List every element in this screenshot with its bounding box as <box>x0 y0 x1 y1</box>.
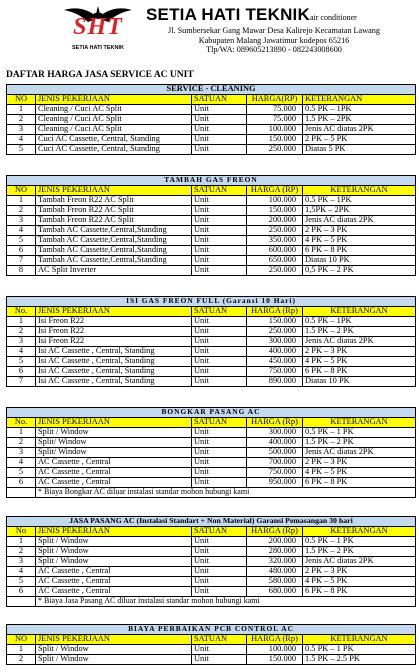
company-name <box>146 5 357 25</box>
row-no: 2 <box>7 327 36 337</box>
header-keterangan: KETERANGAN <box>303 95 416 105</box>
row-harga: 600.000 <box>247 246 303 256</box>
row-keterangan: 1,5PK – 2PK <box>303 206 416 216</box>
header-harga: HARGA (Rp) <box>247 635 303 645</box>
header-harga: HARGA (Rp) <box>247 307 303 317</box>
row-harga: 320.000 <box>247 557 303 567</box>
row-jenis: Isi Freon R22 <box>36 337 192 347</box>
table-row <box>7 448 416 458</box>
header-no: No. <box>7 307 36 317</box>
table-header <box>7 635 416 645</box>
row-satuan: Unit <box>192 468 247 478</box>
table-row <box>7 135 416 145</box>
table-row <box>7 206 416 216</box>
row-keterangan: 0.5 PK – 1 PK <box>303 537 416 547</box>
row-harga: 75.000 <box>247 115 303 125</box>
row-no: 4 <box>7 567 36 577</box>
table-row <box>7 478 416 488</box>
row-no: 6 <box>7 587 36 597</box>
row-jenis: Isi Freon R22 <box>36 327 192 337</box>
row-satuan: Unit <box>192 587 247 597</box>
section-isi-gas <box>6 296 415 387</box>
row-harga: 750.000 <box>247 468 303 478</box>
row-no: 1 <box>7 537 36 547</box>
row-harga: 100.000 <box>247 645 303 655</box>
row-no: 6 <box>7 246 36 256</box>
row-keterangan: 2 PK – 3 PK <box>303 458 416 468</box>
table-row <box>7 145 416 155</box>
logo-caption: SETIA HATI TEKNIK <box>72 45 124 51</box>
table-row <box>7 317 416 327</box>
row-no: 4 <box>7 347 36 357</box>
table-row <box>7 125 416 135</box>
row-no: 1 <box>7 428 36 438</box>
header-no: NO <box>7 95 36 105</box>
row-harga: 200.000 <box>247 216 303 226</box>
logo-text: SHT <box>73 14 123 40</box>
table-row <box>7 428 416 438</box>
row-no: 5 <box>7 577 36 587</box>
row-satuan: Unit <box>192 547 247 557</box>
row-satuan: Unit <box>192 246 247 256</box>
table-row <box>7 327 416 337</box>
row-jenis: Split / Window <box>36 547 192 557</box>
row-satuan: Unit <box>192 145 247 155</box>
row-satuan: Unit <box>192 377 247 387</box>
section-title: JASA PASANG AC (Instalasi Standart + Non Material) Garansi Pemasangan 30 hari <box>7 517 416 527</box>
row-keterangan: Jenis AC diatas 2PK <box>303 216 416 226</box>
table-row <box>7 655 416 665</box>
row-satuan: Unit <box>192 577 247 587</box>
row-jenis: Cleaning / Cuci AC Split <box>36 115 192 125</box>
row-no: 1 <box>7 196 36 206</box>
header-satuan: SATUAN <box>192 186 247 196</box>
table-note: * Biaya Bongkar AC diluar instalasi standar mohon hubungi kami <box>36 488 416 498</box>
row-keterangan: Diatas 5 PK <box>303 145 416 155</box>
row-jenis: Tambah AC Cassette,Central,Standing <box>36 236 192 246</box>
header-satuan: SATUAN <box>192 307 247 317</box>
row-harga: 250.000 <box>247 145 303 155</box>
row-no: 7 <box>7 377 36 387</box>
row-harga: 100.000 <box>247 196 303 206</box>
row-no: 1 <box>7 645 36 655</box>
row-no: 1 <box>7 105 36 115</box>
row-keterangan: 4 PK – 5 PK <box>303 577 416 587</box>
row-no: 5 <box>7 357 36 367</box>
row-keterangan: Diatas 10 PK <box>303 377 416 387</box>
row-jenis: Isi AC Cassette , Central, Standing <box>36 347 192 357</box>
header-jenis: JENIS PEKERJAAN <box>36 186 192 196</box>
bongkar-table <box>6 407 416 498</box>
section-title: SERVICE - CLEANING <box>7 85 416 95</box>
table-row <box>7 577 416 587</box>
row-satuan: Unit <box>192 438 247 448</box>
row-keterangan: 6 PK – 8 PK <box>303 246 416 256</box>
section-freon <box>6 175 415 276</box>
row-jenis: Cuci AC Cassette, Central, Standing <box>36 145 192 155</box>
row-no: 2 <box>7 206 36 216</box>
row-satuan: Unit <box>192 337 247 347</box>
table-row <box>7 226 416 236</box>
table-note: * Biaya Jasa Pasang AC diluar instalasi standar mohon hubungi kami <box>36 597 416 607</box>
row-harga: 150.000 <box>247 655 303 665</box>
row-keterangan: 2 PK – 3 PK <box>303 226 416 236</box>
row-no: 6 <box>7 367 36 377</box>
row-satuan: Unit <box>192 256 247 266</box>
row-harga: 950.000 <box>247 478 303 488</box>
table-row <box>7 377 416 387</box>
row-satuan: Unit <box>192 655 247 665</box>
row-jenis: Isi AC Cassette , Central, Standing <box>36 357 192 367</box>
table-row <box>7 337 416 347</box>
row-keterangan: 0.5 PK – 1PK <box>303 196 416 206</box>
row-no: 2 <box>7 438 36 448</box>
row-satuan: Unit <box>192 125 247 135</box>
row-satuan: Unit <box>192 478 247 488</box>
table-header <box>7 418 416 428</box>
section-bongkar <box>6 407 415 498</box>
row-keterangan: Diatas 10 PK <box>303 256 416 266</box>
row-satuan: Unit <box>192 196 247 206</box>
row-harga: 250.000 <box>247 226 303 236</box>
row-harga: 150.000 <box>247 135 303 145</box>
row-jenis: Tambah AC Cassette,Central,Standing <box>36 256 192 266</box>
row-satuan: Unit <box>192 537 247 547</box>
row-harga: 580.000 <box>247 577 303 587</box>
row-jenis: AC Cassette , Central <box>36 567 192 577</box>
header-jenis: JENIS PEKERJAAN <box>36 418 192 428</box>
row-no: 5 <box>7 236 36 246</box>
row-satuan: Unit <box>192 135 247 145</box>
row-satuan: Unit <box>192 458 247 468</box>
row-harga: 480.000 <box>247 567 303 577</box>
row-satuan: Unit <box>192 357 247 367</box>
table-row <box>7 105 416 115</box>
row-jenis: AC Cassette , Central <box>36 458 192 468</box>
row-satuan: Unit <box>192 347 247 357</box>
row-jenis: Split / Window <box>36 557 192 567</box>
row-jenis: Cleaning / Cuci AC Split <box>36 125 192 135</box>
table-row <box>7 256 416 266</box>
section-pasang <box>6 516 415 607</box>
row-satuan: Unit <box>192 567 247 577</box>
row-jenis: Isi Freon R22 <box>36 317 192 327</box>
header-satuan: SATUAN <box>192 527 247 537</box>
row-keterangan: 4 PK – 5 PK <box>303 357 416 367</box>
table-row <box>7 547 416 557</box>
row-jenis: Split/ Window <box>36 438 192 448</box>
note-spacer <box>7 597 36 607</box>
table-row <box>7 458 416 468</box>
row-harga: 150.000 <box>247 317 303 327</box>
row-jenis: Isi AC Cassette , Central, Standing <box>36 377 192 387</box>
freon-table <box>6 175 416 276</box>
header-keterangan: KETERANGAN <box>303 307 416 317</box>
table-row <box>7 537 416 547</box>
row-jenis: AC Split Inverter <box>36 266 192 276</box>
row-jenis: AC Cassette , Central <box>36 468 192 478</box>
row-no: 3 <box>7 216 36 226</box>
header-no: NO <box>7 186 36 196</box>
section-title: ISI GAS FREON FULL (Garansi 10 Hari) <box>7 297 416 307</box>
row-no: 5 <box>7 145 36 155</box>
row-harga: 300.000 <box>247 428 303 438</box>
row-jenis: Tambah Freon R22 AC Split <box>36 216 192 226</box>
header-satuan: SATUAN <box>192 418 247 428</box>
row-no: 4 <box>7 458 36 468</box>
section-title: TAMBAH GAS FREON <box>7 176 416 186</box>
row-keterangan: 1.5 PK – 2 PK <box>303 327 416 337</box>
row-satuan: Unit <box>192 236 247 246</box>
table-header <box>7 95 416 105</box>
table-header <box>7 186 416 196</box>
header-jenis: JENIS PEKERJAAN <box>36 95 192 105</box>
row-harga: 400.000 <box>247 438 303 448</box>
row-harga: 350.000 <box>247 236 303 246</box>
row-jenis: Tambah AC Cassette,Central,Standing <box>36 246 192 256</box>
company-name-text: SETIA HATI TEKNIK <box>146 5 310 24</box>
document-title: DAFTAR HARGA JASA SERVICE AC UNIT <box>6 70 194 80</box>
table-row <box>7 347 416 357</box>
row-no: 7 <box>7 256 36 266</box>
header-jenis: JENIS PEKERJAAN <box>36 635 192 645</box>
row-jenis: Isi AC Cassette , Central, Standing <box>36 367 192 377</box>
company-address <box>136 26 412 55</box>
row-jenis: Cleaning / Cuci AC Split <box>36 105 192 115</box>
row-no: 4 <box>7 226 36 236</box>
table-row <box>7 236 416 246</box>
header-satuan: SATUAN <box>192 635 247 645</box>
row-jenis: AC Cassette , Central <box>36 478 192 488</box>
row-satuan: Unit <box>192 105 247 115</box>
row-no: 8 <box>7 266 36 276</box>
table-header <box>7 307 416 317</box>
table-row <box>7 115 416 125</box>
row-keterangan: Jenis AC diatas 2PK <box>303 337 416 347</box>
row-satuan: Unit <box>192 216 247 226</box>
row-keterangan: 2 PK – 5 PK <box>303 135 416 145</box>
section-cleaning <box>6 84 415 155</box>
row-satuan: Unit <box>192 645 247 655</box>
row-jenis: Tambah Freon R22 AC Split <box>36 196 192 206</box>
cleaning-table <box>6 84 416 155</box>
table-row <box>7 557 416 567</box>
row-keterangan: Jenis AC diatas 2PK <box>303 557 416 567</box>
row-harga: 250.000 <box>247 266 303 276</box>
row-harga: 500.000 <box>247 448 303 458</box>
row-jenis: Cuci AC Cassette, Central, Standing <box>36 135 192 145</box>
pcb-table <box>6 624 416 665</box>
row-harga: 450.000 <box>247 357 303 367</box>
row-satuan: Unit <box>192 448 247 458</box>
row-satuan: Unit <box>192 226 247 236</box>
note-spacer <box>7 488 36 498</box>
table-row <box>7 357 416 367</box>
row-harga: 250.000 <box>247 327 303 337</box>
row-jenis: Split / Window <box>36 428 192 438</box>
table-row <box>7 468 416 478</box>
section-title: BONGKAR PASANG AC <box>7 408 416 418</box>
row-harga: 200.000 <box>247 537 303 547</box>
isi-gas-table <box>6 296 416 387</box>
row-no: 5 <box>7 468 36 478</box>
row-no: 3 <box>7 337 36 347</box>
row-keterangan: 0.5 PK – 1PK <box>303 105 416 115</box>
row-jenis: Split / Window <box>36 537 192 547</box>
row-harga: 300.000 <box>247 337 303 347</box>
row-no: 3 <box>7 125 36 135</box>
row-jenis: AC Cassette , Central <box>36 577 192 587</box>
header-no: No <box>7 527 36 537</box>
address-line-1: Jl. Sumbersekar Gang Mawar Desa Kalirejo Kecamatan Lawang <box>168 26 380 35</box>
row-satuan: Unit <box>192 557 247 567</box>
row-harga: 150.000 <box>247 206 303 216</box>
row-keterangan: Jenis AC diatas 2PK <box>303 448 416 458</box>
header-keterangan: KETERANGAN <box>303 635 416 645</box>
row-no: 2 <box>7 547 36 557</box>
header-keterangan: KETERANGAN <box>303 186 416 196</box>
row-harga: 650.000 <box>247 256 303 266</box>
row-harga: 680.000 <box>247 587 303 597</box>
row-satuan: Unit <box>192 266 247 276</box>
row-keterangan: 1.5 PK – 2PK <box>303 115 416 125</box>
row-no: 4 <box>7 135 36 145</box>
row-keterangan: 0.5 PK – 1 PK <box>303 428 416 438</box>
address-line-2: Kabupaten Malang Jawatimur kodepos 65216 <box>198 35 350 45</box>
row-keterangan: 4 PK – 5 PK <box>303 468 416 478</box>
section-title: BIAYA PERBAIKAN PCB CONTROL AC <box>7 625 416 635</box>
row-satuan: Unit <box>192 115 247 125</box>
row-no: 1 <box>7 317 36 327</box>
pasang-table <box>6 516 416 607</box>
header-jenis: JENIS PEKERJAAN <box>36 307 192 317</box>
row-keterangan: 6 PK – 8 PK <box>303 367 416 377</box>
table-row <box>7 438 416 448</box>
row-keterangan: 1.5 PK – 2 PK <box>303 438 416 448</box>
row-jenis: AC Cassette , Central <box>36 587 192 597</box>
row-keterangan: Jenis AC diatas 2PK <box>303 125 416 135</box>
header-harga: HARGA(RP) <box>247 95 303 105</box>
row-keterangan: 0.5 PK – 1 PK <box>303 645 416 655</box>
table-row <box>7 266 416 276</box>
row-satuan: Unit <box>192 206 247 216</box>
row-no: 3 <box>7 557 36 567</box>
row-keterangan: 2 PK – 3 PK <box>303 347 416 357</box>
row-no: 3 <box>7 448 36 458</box>
header-satuan: SATUAN <box>192 95 247 105</box>
company-suffix: air conditioner <box>309 13 357 22</box>
row-harga: 890.000 <box>247 377 303 387</box>
row-jenis: Tambah AC Cassette,Central,Standing <box>36 226 192 236</box>
letterhead <box>0 0 419 62</box>
table-header <box>7 527 416 537</box>
row-keterangan: 1.5 PK – 2.5 PK <box>303 655 416 665</box>
table-row <box>7 645 416 655</box>
row-satuan: Unit <box>192 367 247 377</box>
header-keterangan: KETERANGAN <box>303 527 416 537</box>
row-harga: 100.000 <box>247 125 303 135</box>
row-satuan: Unit <box>192 327 247 337</box>
table-row <box>7 567 416 577</box>
table-row <box>7 246 416 256</box>
row-harga: 750.000 <box>247 367 303 377</box>
header-no: NO <box>7 635 36 645</box>
header-harga: HARGA (RP) <box>247 186 303 196</box>
header-jenis: JENIS PEKERJAAN <box>36 527 192 537</box>
row-satuan: Unit <box>192 428 247 438</box>
row-satuan: Unit <box>192 317 247 327</box>
row-keterangan: 6 PK – 8 PK <box>303 587 416 597</box>
row-keterangan: 6 PK – 8 PK <box>303 478 416 488</box>
row-harga: 280.000 <box>247 547 303 557</box>
row-jenis: Split / Window <box>36 655 192 665</box>
table-row <box>7 196 416 206</box>
header-harga: HARGA (Rp) <box>247 527 303 537</box>
row-harga: 400.000 <box>247 347 303 357</box>
row-keterangan: 2 PK – 3 PK <box>303 567 416 577</box>
row-harga: 700.000 <box>247 458 303 468</box>
table-row <box>7 367 416 377</box>
row-no: 6 <box>7 478 36 488</box>
header-no: No. <box>7 418 36 428</box>
row-keterangan: 0.5 PK – 1PK <box>303 317 416 327</box>
row-harga: 75.000 <box>247 105 303 115</box>
row-keterangan: 0,5 PK – 2 PK <box>303 266 416 276</box>
row-no: 2 <box>7 655 36 665</box>
row-jenis: Split / Window <box>36 645 192 655</box>
row-keterangan: 4 PK – 5 PK <box>303 236 416 246</box>
table-row <box>7 587 416 597</box>
section-pcb <box>6 624 415 665</box>
header-keterangan: KETERANGAN <box>303 418 416 428</box>
header-harga: HARGA (Rp) <box>247 418 303 428</box>
row-keterangan: 1.5 PK – 2 PK <box>303 547 416 557</box>
table-row <box>7 216 416 226</box>
row-no: 2 <box>7 115 36 125</box>
phone-line: Tlp/WA: 089605213890 - 082243008600 <box>206 45 342 55</box>
row-jenis: Split/ Window <box>36 448 192 458</box>
row-jenis: Tambah Freon R22 AC Split <box>36 206 192 216</box>
